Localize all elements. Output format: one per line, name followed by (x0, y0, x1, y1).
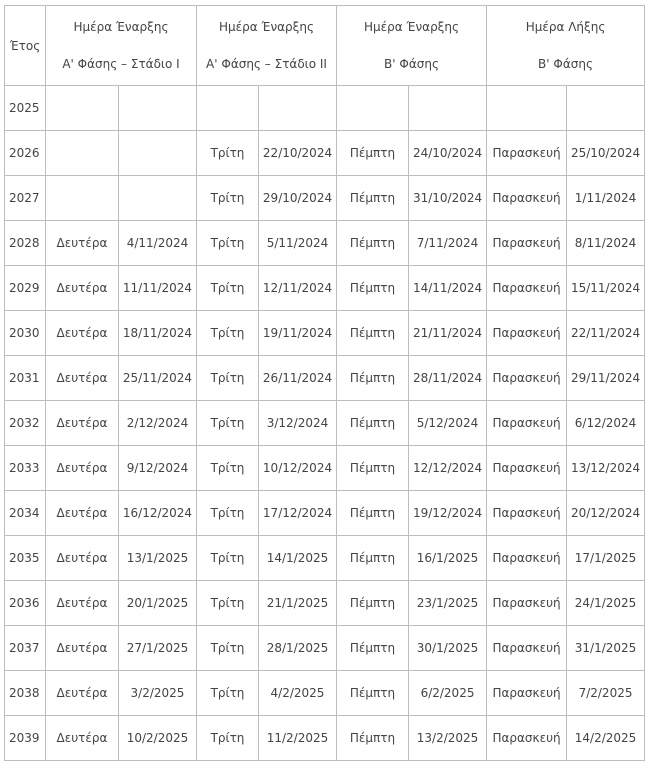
header-phase-a-stage-2-line1: Ημέρα Έναρξης (219, 19, 315, 34)
phase-b-day-cell: Πέμπτη (337, 401, 409, 446)
phase-a2-date-cell: 11/2/2025 (259, 716, 337, 761)
header-phase-a-stage-2-line2: Α' Φάσης – Στάδιο ΙΙ (206, 56, 327, 71)
phase-a1-day-cell: Δευτέρα (46, 266, 119, 311)
phase-a1-date-cell: 27/1/2025 (119, 626, 197, 671)
year-cell: 2039 (5, 716, 46, 761)
phase-a2-day-cell: Τρίτη (197, 266, 259, 311)
phase-b-day-cell: Πέμπτη (337, 626, 409, 671)
table-row (5, 446, 645, 491)
phase-b-end-date-cell: 31/1/2025 (567, 626, 645, 671)
phase-b-end-date-cell: 8/11/2024 (567, 221, 645, 266)
phase-a1-date-cell: 13/1/2025 (119, 536, 197, 581)
table-row (5, 221, 645, 266)
phase-b-end-day-cell (487, 86, 567, 131)
phase-b-date-cell: 14/11/2024 (409, 266, 487, 311)
year-cell: 2026 (5, 131, 46, 176)
header-phase-a-stage-2 (197, 6, 337, 86)
phase-a2-day-cell: Τρίτη (197, 221, 259, 266)
year-cell: 2034 (5, 491, 46, 536)
phase-a1-day-cell: Δευτέρα (46, 311, 119, 356)
phase-a2-date-cell: 4/2/2025 (259, 671, 337, 716)
phase-b-day-cell: Πέμπτη (337, 536, 409, 581)
year-cell: 2036 (5, 581, 46, 626)
header-row (5, 6, 645, 86)
phase-a1-day-cell: Δευτέρα (46, 536, 119, 581)
phase-b-day-cell: Πέμπτη (337, 176, 409, 221)
phase-b-end-day-cell: Παρασκευή (487, 176, 567, 221)
phase-b-end-date-cell: 24/1/2025 (567, 581, 645, 626)
year-cell: 2029 (5, 266, 46, 311)
year-cell: 2038 (5, 671, 46, 716)
phase-a1-day-cell: Δευτέρα (46, 581, 119, 626)
phase-a2-date-cell (259, 86, 337, 131)
phase-a2-day-cell: Τρίτη (197, 536, 259, 581)
phase-b-end-date-cell: 22/11/2024 (567, 311, 645, 356)
phase-a1-date-cell: 10/2/2025 (119, 716, 197, 761)
phase-a2-day-cell: Τρίτη (197, 716, 259, 761)
phase-a2-date-cell: 29/10/2024 (259, 176, 337, 221)
year-cell: 2028 (5, 221, 46, 266)
phase-a1-day-cell (46, 176, 119, 221)
phase-a2-date-cell: 12/11/2024 (259, 266, 337, 311)
phase-b-end-day-cell: Παρασκευή (487, 266, 567, 311)
phase-a1-day-cell: Δευτέρα (46, 671, 119, 716)
phase-a1-date-cell (119, 86, 197, 131)
phase-a2-date-cell: 28/1/2025 (259, 626, 337, 671)
phase-b-day-cell: Πέμπτη (337, 266, 409, 311)
table-row (5, 716, 645, 761)
phase-b-day-cell: Πέμπτη (337, 716, 409, 761)
phase-b-end-day-cell: Παρασκευή (487, 446, 567, 491)
phase-b-day-cell: Πέμπτη (337, 221, 409, 266)
phase-b-end-date-cell: 17/1/2025 (567, 536, 645, 581)
year-cell: 2031 (5, 356, 46, 401)
phase-a1-day-cell: Δευτέρα (46, 401, 119, 446)
phase-b-date-cell: 24/10/2024 (409, 131, 487, 176)
phase-a1-date-cell (119, 131, 197, 176)
header-phase-b-start-line1: Ημέρα Έναρξης (364, 19, 460, 34)
phase-b-date-cell: 7/11/2024 (409, 221, 487, 266)
phase-a2-date-cell: 14/1/2025 (259, 536, 337, 581)
year-cell: 2037 (5, 626, 46, 671)
phase-a1-day-cell: Δευτέρα (46, 716, 119, 761)
phase-a2-date-cell: 5/11/2024 (259, 221, 337, 266)
phase-b-end-date-cell: 20/12/2024 (567, 491, 645, 536)
phase-a1-date-cell: 9/12/2024 (119, 446, 197, 491)
table-body (5, 86, 645, 761)
phase-a2-day-cell: Τρίτη (197, 311, 259, 356)
table-row (5, 581, 645, 626)
header-phase-b-end-line1: Ημέρα Λήξης (525, 19, 606, 34)
phase-a2-day-cell: Τρίτη (197, 446, 259, 491)
table-row (5, 536, 645, 581)
header-phase-a-stage-1-line2: Α' Φάσης – Στάδιο Ι (62, 56, 180, 71)
header-phase-a-stage-1 (46, 6, 197, 86)
table-row (5, 176, 645, 221)
phase-a1-day-cell (46, 131, 119, 176)
phase-b-date-cell: 30/1/2025 (409, 626, 487, 671)
phase-b-day-cell (337, 86, 409, 131)
phase-a2-day-cell: Τρίτη (197, 581, 259, 626)
header-phase-a-stage-1-line1: Ημέρα Έναρξης (73, 19, 169, 34)
phase-a1-date-cell (119, 176, 197, 221)
year-cell: 2025 (5, 86, 46, 131)
phase-b-end-day-cell: Παρασκευή (487, 221, 567, 266)
phase-b-date-cell: 13/2/2025 (409, 716, 487, 761)
header-phase-b-end-line2: Β' Φάσης (538, 56, 594, 71)
phase-a2-date-cell: 3/12/2024 (259, 401, 337, 446)
phase-b-day-cell: Πέμπτη (337, 491, 409, 536)
phase-a1-day-cell (46, 86, 119, 131)
phase-a2-day-cell: Τρίτη (197, 626, 259, 671)
phase-b-end-day-cell: Παρασκευή (487, 581, 567, 626)
table-row (5, 401, 645, 446)
phase-b-end-date-cell: 15/11/2024 (567, 266, 645, 311)
phase-b-end-day-cell: Παρασκευή (487, 311, 567, 356)
header-year: Έτος (5, 6, 46, 86)
table-row (5, 266, 645, 311)
phase-a1-date-cell: 2/12/2024 (119, 401, 197, 446)
phase-a1-date-cell: 25/11/2024 (119, 356, 197, 401)
phase-a1-date-cell: 20/1/2025 (119, 581, 197, 626)
phase-b-end-date-cell (567, 86, 645, 131)
phase-a2-date-cell: 19/11/2024 (259, 311, 337, 356)
phase-a2-day-cell: Τρίτη (197, 356, 259, 401)
phase-b-end-day-cell: Παρασκευή (487, 626, 567, 671)
year-cell: 2033 (5, 446, 46, 491)
header-phase-b-end (487, 6, 645, 86)
phase-b-date-cell: 28/11/2024 (409, 356, 487, 401)
table-row (5, 491, 645, 536)
phase-a2-day-cell: Τρίτη (197, 491, 259, 536)
phase-b-date-cell: 16/1/2025 (409, 536, 487, 581)
schedule-table (4, 5, 645, 761)
table-row (5, 86, 645, 131)
phase-b-end-date-cell: 13/12/2024 (567, 446, 645, 491)
phase-b-end-day-cell: Παρασκευή (487, 356, 567, 401)
phase-a1-day-cell: Δευτέρα (46, 356, 119, 401)
header-phase-b-start (337, 6, 487, 86)
phase-b-date-cell: 21/11/2024 (409, 311, 487, 356)
phase-a1-date-cell: 16/12/2024 (119, 491, 197, 536)
phase-b-date-cell: 6/2/2025 (409, 671, 487, 716)
phase-b-end-date-cell: 25/10/2024 (567, 131, 645, 176)
phase-a1-date-cell: 4/11/2024 (119, 221, 197, 266)
phase-b-date-cell (409, 86, 487, 131)
table-row (5, 671, 645, 716)
table-row (5, 131, 645, 176)
phase-b-day-cell: Πέμπτη (337, 671, 409, 716)
phase-a1-day-cell: Δευτέρα (46, 626, 119, 671)
phase-a2-day-cell: Τρίτη (197, 401, 259, 446)
phase-b-end-day-cell: Παρασκευή (487, 716, 567, 761)
phase-b-date-cell: 19/12/2024 (409, 491, 487, 536)
phase-a2-date-cell: 26/11/2024 (259, 356, 337, 401)
year-cell: 2030 (5, 311, 46, 356)
phase-b-day-cell: Πέμπτη (337, 131, 409, 176)
phase-b-end-day-cell: Παρασκευή (487, 131, 567, 176)
year-cell: 2035 (5, 536, 46, 581)
phase-b-date-cell: 23/1/2025 (409, 581, 487, 626)
phase-a1-day-cell: Δευτέρα (46, 221, 119, 266)
phase-b-day-cell: Πέμπτη (337, 356, 409, 401)
phase-a1-date-cell: 11/11/2024 (119, 266, 197, 311)
phase-b-end-date-cell: 29/11/2024 (567, 356, 645, 401)
phase-a2-date-cell: 17/12/2024 (259, 491, 337, 536)
phase-a1-date-cell: 3/2/2025 (119, 671, 197, 716)
phase-b-end-day-cell: Παρασκευή (487, 671, 567, 716)
phase-a2-date-cell: 10/12/2024 (259, 446, 337, 491)
phase-b-day-cell: Πέμπτη (337, 446, 409, 491)
phase-a1-day-cell: Δευτέρα (46, 491, 119, 536)
table-header (5, 6, 645, 86)
phase-b-end-day-cell: Παρασκευή (487, 491, 567, 536)
table-row (5, 356, 645, 401)
phase-b-end-day-cell: Παρασκευή (487, 536, 567, 581)
phase-a2-date-cell: 21/1/2025 (259, 581, 337, 626)
phase-a1-day-cell: Δευτέρα (46, 446, 119, 491)
phase-b-day-cell: Πέμπτη (337, 311, 409, 356)
phase-a2-day-cell: Τρίτη (197, 131, 259, 176)
phase-a2-day-cell: Τρίτη (197, 671, 259, 716)
phase-a2-day-cell (197, 86, 259, 131)
phase-b-end-day-cell: Παρασκευή (487, 401, 567, 446)
phase-b-day-cell: Πέμπτη (337, 581, 409, 626)
table-row (5, 626, 645, 671)
phase-b-end-date-cell: 14/2/2025 (567, 716, 645, 761)
phase-a2-day-cell: Τρίτη (197, 176, 259, 221)
year-cell: 2032 (5, 401, 46, 446)
phase-b-end-date-cell: 1/11/2024 (567, 176, 645, 221)
phase-b-date-cell: 5/12/2024 (409, 401, 487, 446)
phase-a2-date-cell: 22/10/2024 (259, 131, 337, 176)
table-row (5, 311, 645, 356)
phase-b-end-date-cell: 6/12/2024 (567, 401, 645, 446)
phase-b-date-cell: 31/10/2024 (409, 176, 487, 221)
year-cell: 2027 (5, 176, 46, 221)
phase-b-end-date-cell: 7/2/2025 (567, 671, 645, 716)
header-phase-b-start-line2: Β' Φάσης (384, 56, 439, 71)
phase-b-date-cell: 12/12/2024 (409, 446, 487, 491)
phase-a1-date-cell: 18/11/2024 (119, 311, 197, 356)
